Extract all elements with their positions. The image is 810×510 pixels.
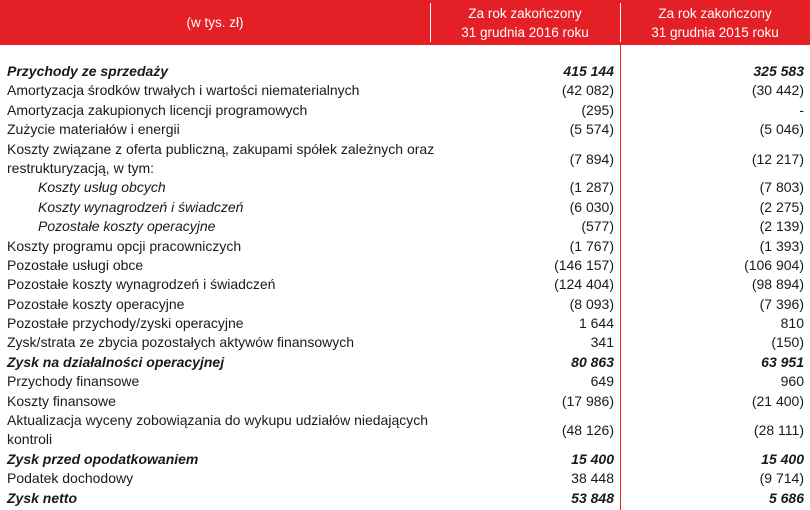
value-2016: 415 144: [563, 63, 614, 79]
row-label: Aktualizacja wyceny zobowiązania do wykupu udziałów niedających kontroli: [7, 412, 429, 448]
row-label: Amortyzacja zakupionych licencji programowych: [7, 101, 308, 118]
value-2015: 325 583: [753, 63, 804, 79]
value-2015: (150): [771, 334, 804, 351]
value-2016: (295): [581, 101, 614, 118]
row-label: Koszty finansowe: [7, 392, 116, 409]
table-row: [0, 489, 810, 508]
units-label-text: (w tys. zł): [186, 15, 244, 30]
table-row: [0, 217, 810, 236]
value-2015: (2 139): [759, 218, 804, 235]
row-label: Pozostałe koszty operacyjne: [7, 295, 185, 312]
col-2015-line2: 31 grudnia 2015 roku: [651, 24, 779, 40]
table-row: [0, 62, 810, 81]
table-row: [0, 81, 810, 100]
table-row: [0, 353, 810, 372]
value-2016: (7 894): [569, 150, 614, 167]
value-2016: (42 082): [561, 82, 614, 99]
header-units-label: [0, 0, 430, 45]
value-2015: (7 396): [759, 295, 804, 312]
table-row: [0, 178, 810, 197]
col-2016-line1: Za rok zakończony: [468, 5, 582, 21]
value-2015: (28 111): [753, 422, 804, 439]
value-2016: 1 644: [578, 315, 614, 332]
col-2015-line1: Za rok zakończony: [658, 5, 772, 21]
table-row: [0, 450, 810, 469]
table-row: [0, 256, 810, 275]
table-row: [0, 237, 810, 256]
header-col-2015: [620, 0, 810, 45]
table-header: [0, 0, 810, 45]
row-label: Koszty usług obcych: [38, 179, 166, 196]
row-label: Przychody finansowe: [7, 373, 140, 390]
table-row: [0, 469, 810, 488]
table-row: [0, 120, 810, 139]
value-2015: 5 686: [768, 489, 804, 506]
value-2016: (48 126): [561, 422, 614, 439]
value-2016: 38 448: [571, 470, 614, 487]
value-2016: 53 848: [571, 489, 614, 506]
row-label: Koszty programu opcji pracowniczych: [7, 237, 242, 254]
row-label: Amortyzacja środków trwałych i wartości niematerialnych: [7, 82, 360, 99]
value-2015: (106 904): [744, 256, 804, 273]
row-label: Koszty związane z oferta publiczną, zakupami spółek zależnych oraz restrukturyzacją, w tym:: [7, 140, 435, 176]
value-2016: 341: [590, 334, 614, 351]
value-2015: 960: [780, 373, 804, 390]
row-label: Koszty wynagrodzeń i świadczeń: [38, 198, 244, 215]
value-2015: 15 400: [761, 450, 804, 467]
table-row: [0, 198, 810, 217]
header-col-2016: [430, 0, 620, 45]
value-2015: (9 714): [759, 470, 804, 487]
table-row: [0, 392, 810, 411]
value-2015: 810: [780, 315, 804, 332]
table-row: [0, 411, 810, 450]
value-2015: (5 046): [759, 121, 804, 138]
value-2015: 63 951: [761, 353, 804, 370]
value-2016: (6 030): [569, 198, 614, 215]
row-label: Pozostałe usługi obce: [7, 256, 144, 273]
table-row: [0, 314, 810, 333]
table-row: [0, 295, 810, 314]
table-row: [0, 275, 810, 294]
value-2016: (146 157): [554, 256, 614, 273]
table-row: [0, 333, 810, 352]
row-label: Zysk na działalności operacyjnej: [7, 353, 225, 370]
value-2015: -: [799, 101, 804, 118]
table-row: [0, 140, 810, 179]
value-2016: (124 404): [554, 276, 614, 293]
row-label: Pozostałe przychody/zyski operacyjne: [7, 315, 244, 332]
value-2016: 80 863: [571, 353, 614, 370]
value-2015: (30 442): [751, 82, 804, 99]
value-2016: 649: [590, 373, 614, 390]
value-2016: (8 093): [569, 295, 614, 312]
value-2016: 15 400: [571, 450, 614, 467]
table-row: [0, 372, 810, 391]
row-label: Przychody ze sprzedaży: [7, 63, 169, 79]
row-label: Zysk netto: [7, 489, 78, 506]
value-2015: (12 217): [751, 150, 804, 167]
row-label: Pozostałe koszty operacyjne: [38, 218, 216, 235]
row-label: Zysk przed opodatkowaniem: [7, 450, 199, 467]
table-body: [0, 62, 810, 508]
row-label: Pozostałe koszty wynagrodzeń i świadczeń: [7, 276, 276, 293]
value-2015: (2 275): [759, 198, 804, 215]
value-2016: (1 287): [569, 179, 614, 196]
value-2015: (1 393): [759, 237, 804, 254]
value-2016: (17 986): [561, 392, 614, 409]
row-label: Podatek dochodowy: [7, 470, 134, 487]
value-2015: (21 400): [751, 392, 804, 409]
value-2015: (7 803): [759, 179, 804, 196]
value-2016: (577): [581, 218, 614, 235]
row-label: Zużycie materiałów i energii: [7, 121, 180, 138]
table-row: [0, 101, 810, 120]
value-2016: (5 574): [569, 121, 614, 138]
row-label: Zysk/strata ze zbycia pozostałych aktywów finansowych: [7, 334, 355, 351]
value-2015: (98 894): [751, 276, 804, 293]
value-2016: (1 767): [569, 237, 614, 254]
col-2016-line2: 31 grudnia 2016 roku: [461, 24, 589, 40]
